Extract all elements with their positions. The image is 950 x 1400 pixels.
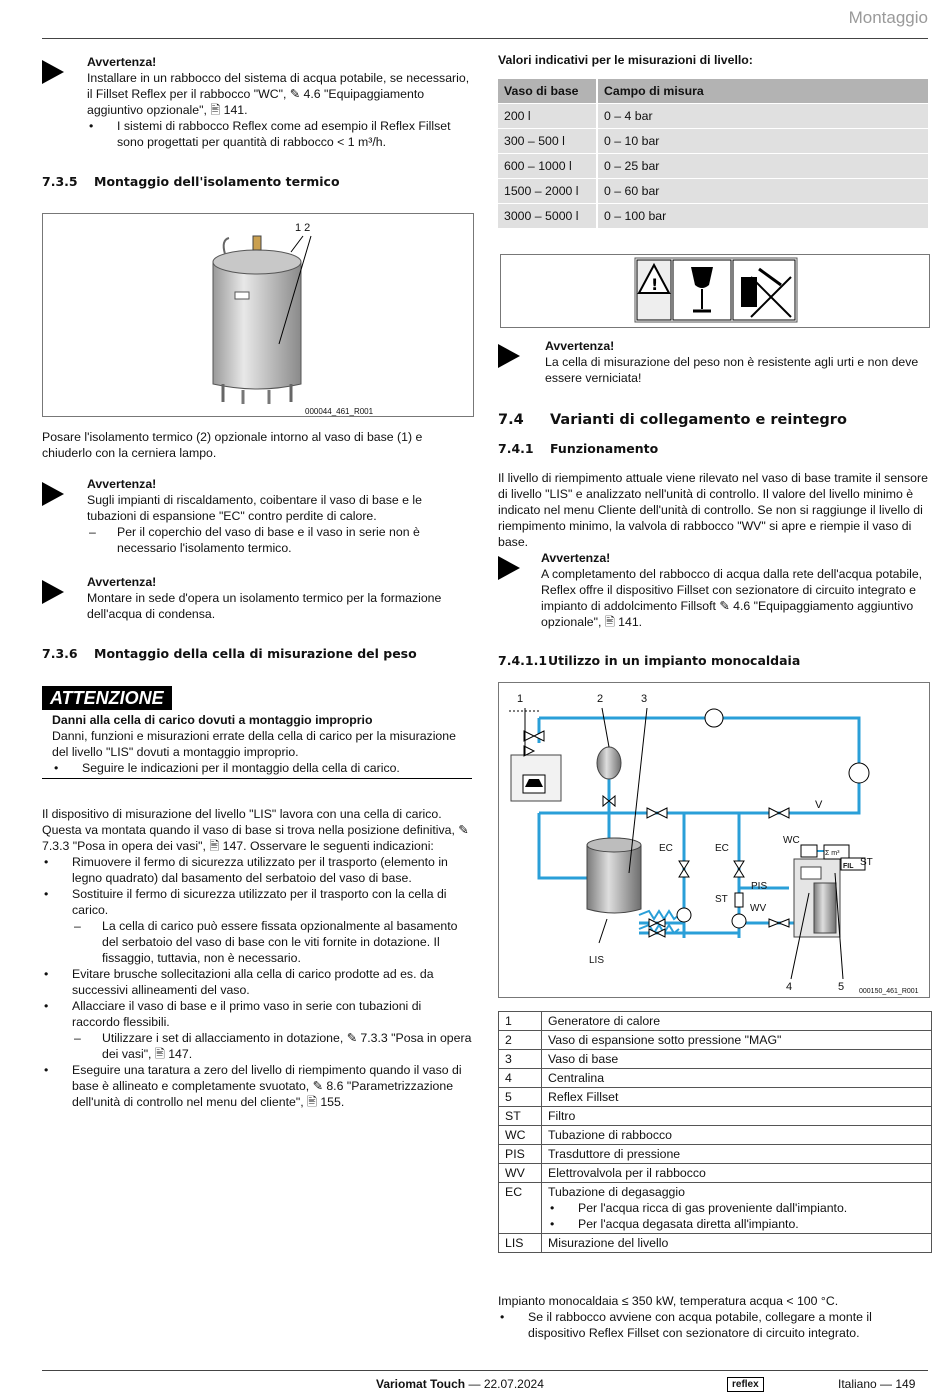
warning-text: Installare in un rabbocco del sistema di acqua potabile, se necessario, il Fillset Reflex per il rabbocco "WC", ✎ 4.6 "Equipaggiamento aggiuntivo opzionale", 🖹 141. <box>87 71 470 117</box>
table-cell: 0 – 4 bar <box>597 104 928 129</box>
warning-title: Avvertenza! <box>87 55 157 69</box>
section-number: 7.4.1 <box>498 441 534 456</box>
section-heading-74 <box>498 412 847 428</box>
table-cell: 0 – 60 bar <box>597 179 928 204</box>
figure-code: 000044_461_R001 <box>305 407 374 416</box>
diagram-label-wc: WC <box>783 835 800 846</box>
table-cell: 0 – 10 bar <box>597 129 928 154</box>
table-row <box>499 1050 932 1069</box>
section-number: 7.4 <box>498 412 524 428</box>
warning-heating-insulation <box>42 476 472 556</box>
footer-separator: — <box>876 1377 896 1391</box>
table-cell: 600 – 1000 l <box>498 154 597 179</box>
attention-bullet: • Seguire le indicazioni per il montaggio della cella di carico. <box>52 760 472 776</box>
section-number: 7.3.5 <box>42 174 78 189</box>
legend-value: Filtro <box>542 1107 932 1126</box>
vessel-drawing <box>43 214 473 416</box>
attention-box <box>42 686 472 779</box>
page-header-title: Montaggio <box>848 8 928 27</box>
table-row <box>499 1234 932 1253</box>
legend-bullet: • Per l'acqua degasata diretta all'impianto. <box>548 1216 925 1232</box>
hydraulic-diagram <box>498 682 930 998</box>
svg-text:!: ! <box>651 275 659 294</box>
table-cell: 300 – 500 l <box>498 129 597 154</box>
table-row <box>499 1126 932 1145</box>
single-boiler-notes <box>498 1293 928 1341</box>
footer-date: 22.07.2024 <box>483 1377 544 1391</box>
legend-key: EC <box>499 1183 542 1234</box>
table-row <box>498 104 928 129</box>
section-title: Varianti di collegamento e reintegro <box>550 412 847 428</box>
diagram-label-st: ST <box>860 857 873 868</box>
section-title: Funzionamento <box>550 441 659 456</box>
load-cell-instructions <box>42 806 472 1110</box>
dash-item: – Utilizzare i set di allacciamento in dotazione, ✎ 7.3.3 "Posa in opera dei vasi", 🖹 147. <box>72 1030 472 1062</box>
table-cell: 3000 – 5000 l <box>498 204 597 229</box>
diagram-label-ec: EC <box>659 843 673 854</box>
table-row <box>498 204 928 229</box>
warning-text: Sugli impianti di riscaldamento, coibentare il vaso di base e le tubazioni di espansione "EC" contro perdite di calore. <box>87 493 422 523</box>
legend-value: Vaso di base <box>542 1050 932 1069</box>
legend-value: Misurazione del livello <box>542 1234 932 1253</box>
diagram-code: 000150_461_R001 <box>859 988 919 995</box>
table-row <box>498 129 928 154</box>
warning-title: Avvertenza! <box>87 575 157 589</box>
table-row <box>499 1107 932 1126</box>
warning-title: Avvertenza! <box>541 551 611 565</box>
paragraph-load-cell: Il dispositivo di misurazione del livello "LIS" lavora con una cella di carico. Questa va montata quando il vaso di base si trova nella posizione definitiva, ✎ 7.3.3 "Posa in opera dei vasi", 🖹 147. Osservare le seguenti indicazioni: <box>42 807 469 853</box>
warning-arrow-icon <box>42 580 64 604</box>
legend-key: 3 <box>499 1050 542 1069</box>
diagram-label-2: 2 <box>597 693 604 705</box>
table-header-row <box>498 79 928 104</box>
table-row <box>499 1031 932 1050</box>
diagram-label-ec: EC <box>715 843 729 854</box>
table-row <box>499 1088 932 1107</box>
legend-key: WV <box>499 1164 542 1183</box>
diagram-filter-label: FIL <box>843 863 854 870</box>
warning-arrow-icon <box>42 482 64 506</box>
table-cell: 1500 – 2000 l <box>498 179 597 204</box>
table-row <box>499 1164 932 1183</box>
section-title: Utilizzo in un impianto monocaldaia <box>548 653 801 668</box>
table-row <box>498 179 928 204</box>
table-row <box>499 1145 932 1164</box>
table-row <box>499 1183 932 1234</box>
paragraph-insulation: Posare l'isolamento termico (2) opzionale intorno al vaso di base (1) e chiuderlo con la cerniera lampo. <box>42 430 423 460</box>
attention-rule <box>42 778 472 779</box>
legend-key: 1 <box>499 1012 542 1031</box>
section-title: Montaggio dell'isolamento termico <box>94 174 340 189</box>
diagram-label-v: V <box>815 799 823 811</box>
warning-installation-fillset <box>42 54 472 150</box>
footer-rule <box>42 1370 928 1371</box>
legend-key: WC <box>499 1126 542 1145</box>
legend-value: Tubazione di degasaggio <box>548 1185 685 1199</box>
warning-text: Montare in sede d'opera un isolamento termico per la formazione dell'acqua di condensa. <box>87 591 442 621</box>
paragraph-function: Il livello di riempimento attuale viene rilevato nel vaso di base tramite il sensore di livello "LIS" e analizzato nell'unità di controllo. Il valore del livello minimo è indicato nel menu Cliente dell'unità di controllo. Se non si raggiunge il livello di riempimento minimo, la valvola di rabbocco "WV" si apre e riempie il vaso di base. <box>498 471 928 549</box>
legend-value: Vaso di espansione sotto pressione "MAG" <box>542 1031 932 1050</box>
legend-key: PIS <box>499 1145 542 1164</box>
warning-dash-item: – Per il coperchio del vaso di base e il vaso in serie non è necessario l'isolamento termico. <box>87 524 472 556</box>
diagram-label-pis: PIS <box>751 881 768 892</box>
footer-page <box>838 1376 915 1392</box>
figure-thermal-insulation <box>42 213 474 417</box>
legend-table <box>498 1011 932 1253</box>
legend-key: ST <box>499 1107 542 1126</box>
warning-condensation <box>42 574 472 622</box>
legend-value: Trasduttore di pressione <box>542 1145 932 1164</box>
paragraph-single-boiler: Impianto monocaldaia ≤ 350 kW, temperatura acqua < 100 °C. <box>498 1294 839 1308</box>
warning-text: A completamento del rabbocco di acqua dalla rete dell'acqua potabile, Reflex offre il dispositivo Fillset con sezionatore di circuito integrato e impianto di addolcimento Fillsoft ✎ 4.6 "Equipaggiamento aggiuntivo opzionale", 🖹 141. <box>541 567 923 629</box>
list-item: • Eseguire una taratura a zero del livello di riempimento quando il vaso di base è allineato e completamente svuotato, ✎ 8.6 "Parametrizzazione dell'unità di controllo nel menu del cliente", 🖹 155. <box>42 1062 472 1110</box>
table-row <box>499 1069 932 1088</box>
warning-arrow-icon <box>498 556 520 580</box>
footer-separator: — <box>465 1377 484 1391</box>
warning-title: Avvertenza! <box>545 339 615 353</box>
table-header-cell: Vaso di base <box>498 79 597 104</box>
diagram-label-st: ST <box>715 894 728 905</box>
figure-callout-labels: 1 2 <box>295 222 311 234</box>
warning-load-cell <box>498 338 928 386</box>
warning-arrow-icon <box>42 60 64 84</box>
diagram-label-lis: LIS <box>589 955 605 966</box>
footer-language: Italiano <box>838 1377 877 1391</box>
footer-product-name: Variomat Touch <box>376 1377 466 1391</box>
levels-table-title: Valori indicativi per le misurazioni di livello: <box>498 53 753 67</box>
table-row <box>499 1012 932 1031</box>
legend-value: Tubazione di rabbocco <box>542 1126 932 1145</box>
list-item: • Sostituire il fermo di sicurezza utilizzato per il trasporto con la cella di carico. <box>42 886 472 918</box>
legend-bullet: • Per l'acqua ricca di gas proveniente dall'impianto. <box>548 1200 925 1216</box>
warning-arrow-icon <box>498 344 520 368</box>
table-header-cell: Campo di misura <box>597 79 928 104</box>
warning-bullet: • I sistemi di rabbocco Reflex come ad esempio il Reflex Fillset sono progettati per quantità di rabbocco < 1 m³/h. <box>87 118 472 150</box>
dash-item: – La cella di carico può essere fissata opzionalmente al basamento del serbatoio del vaso di base con le viti fornite in dotazione. Il fissaggio, tuttavia, non è necessario. <box>72 918 472 966</box>
levels-table <box>498 79 928 229</box>
section-heading-735 <box>42 174 340 190</box>
attention-text: Danni, funzioni e misurazioni errate della cella di carico per la misurazione del livello "LIS" dovuti a montaggio improprio. <box>52 729 456 759</box>
table-cell: 0 – 100 bar <box>597 204 928 229</box>
section-number: 7.3.6 <box>42 646 78 661</box>
list-item: • Evitare brusche sollecitazioni alla cella di carico prodotte ad es. da successivi allineamenti del vaso. <box>42 966 472 998</box>
diagram-label-wv: WV <box>750 903 767 914</box>
legend-value: Generatore di calore <box>542 1012 932 1031</box>
attention-badge: ATTENZIONE <box>42 686 172 710</box>
reflex-logo: reflex <box>727 1377 764 1392</box>
warning-fillset <box>498 550 928 630</box>
diagram-label-1: 1 <box>517 693 524 705</box>
legend-value: Elettrovalvola per il rabbocco <box>542 1164 932 1183</box>
legend-value: Centralina <box>542 1069 932 1088</box>
legend-value-group <box>542 1183 932 1234</box>
hydraulic-schematic <box>499 683 929 997</box>
header-rule <box>42 38 928 39</box>
safety-symbols <box>501 255 929 327</box>
table-cell: 0 – 25 bar <box>597 154 928 179</box>
section-heading-7411 <box>498 653 800 669</box>
diagram-label-4: 4 <box>786 981 793 993</box>
safety-symbols-panel <box>500 254 930 328</box>
section-title: Montaggio della cella di misurazione del peso <box>94 646 417 661</box>
legend-key: LIS <box>499 1234 542 1253</box>
footer-product <box>376 1376 544 1392</box>
legend-key: 5 <box>499 1088 542 1107</box>
list-item: • Rimuovere il fermo di sicurezza utilizzato per il trasporto (elemento in legno quadrato) dal basamento del serbatoio del vaso di base. <box>42 854 472 886</box>
list-item: • Se il rabbocco avviene con acqua potabile, collegare a monte il dispositivo Reflex Fillset con sezionatore di circuito integrato. <box>498 1309 928 1341</box>
warning-text: La cella di misurazione del peso non è resistente agli urti e non deve essere verniciata! <box>545 355 919 385</box>
table-row <box>498 154 928 179</box>
list-item: • Allacciare il vaso di base e il primo vaso in serie con tubazioni di raccordo flessibili. <box>42 998 472 1030</box>
warning-title: Avvertenza! <box>87 477 157 491</box>
attention-title: Danni alla cella di carico dovuti a montaggio improprio <box>52 713 373 727</box>
section-heading-741 <box>498 441 658 457</box>
table-cell: 200 l <box>498 104 597 129</box>
section-number: 7.4.1.1 <box>498 653 548 668</box>
section-heading-736 <box>42 646 417 662</box>
diagram-meter-label: Σ m³ <box>825 850 840 857</box>
legend-key: 4 <box>499 1069 542 1088</box>
diagram-label-5: 5 <box>838 981 845 993</box>
footer-page-number: 149 <box>895 1377 916 1391</box>
legend-key: 2 <box>499 1031 542 1050</box>
diagram-label-3: 3 <box>641 693 648 705</box>
legend-value: Reflex Fillset <box>542 1088 932 1107</box>
